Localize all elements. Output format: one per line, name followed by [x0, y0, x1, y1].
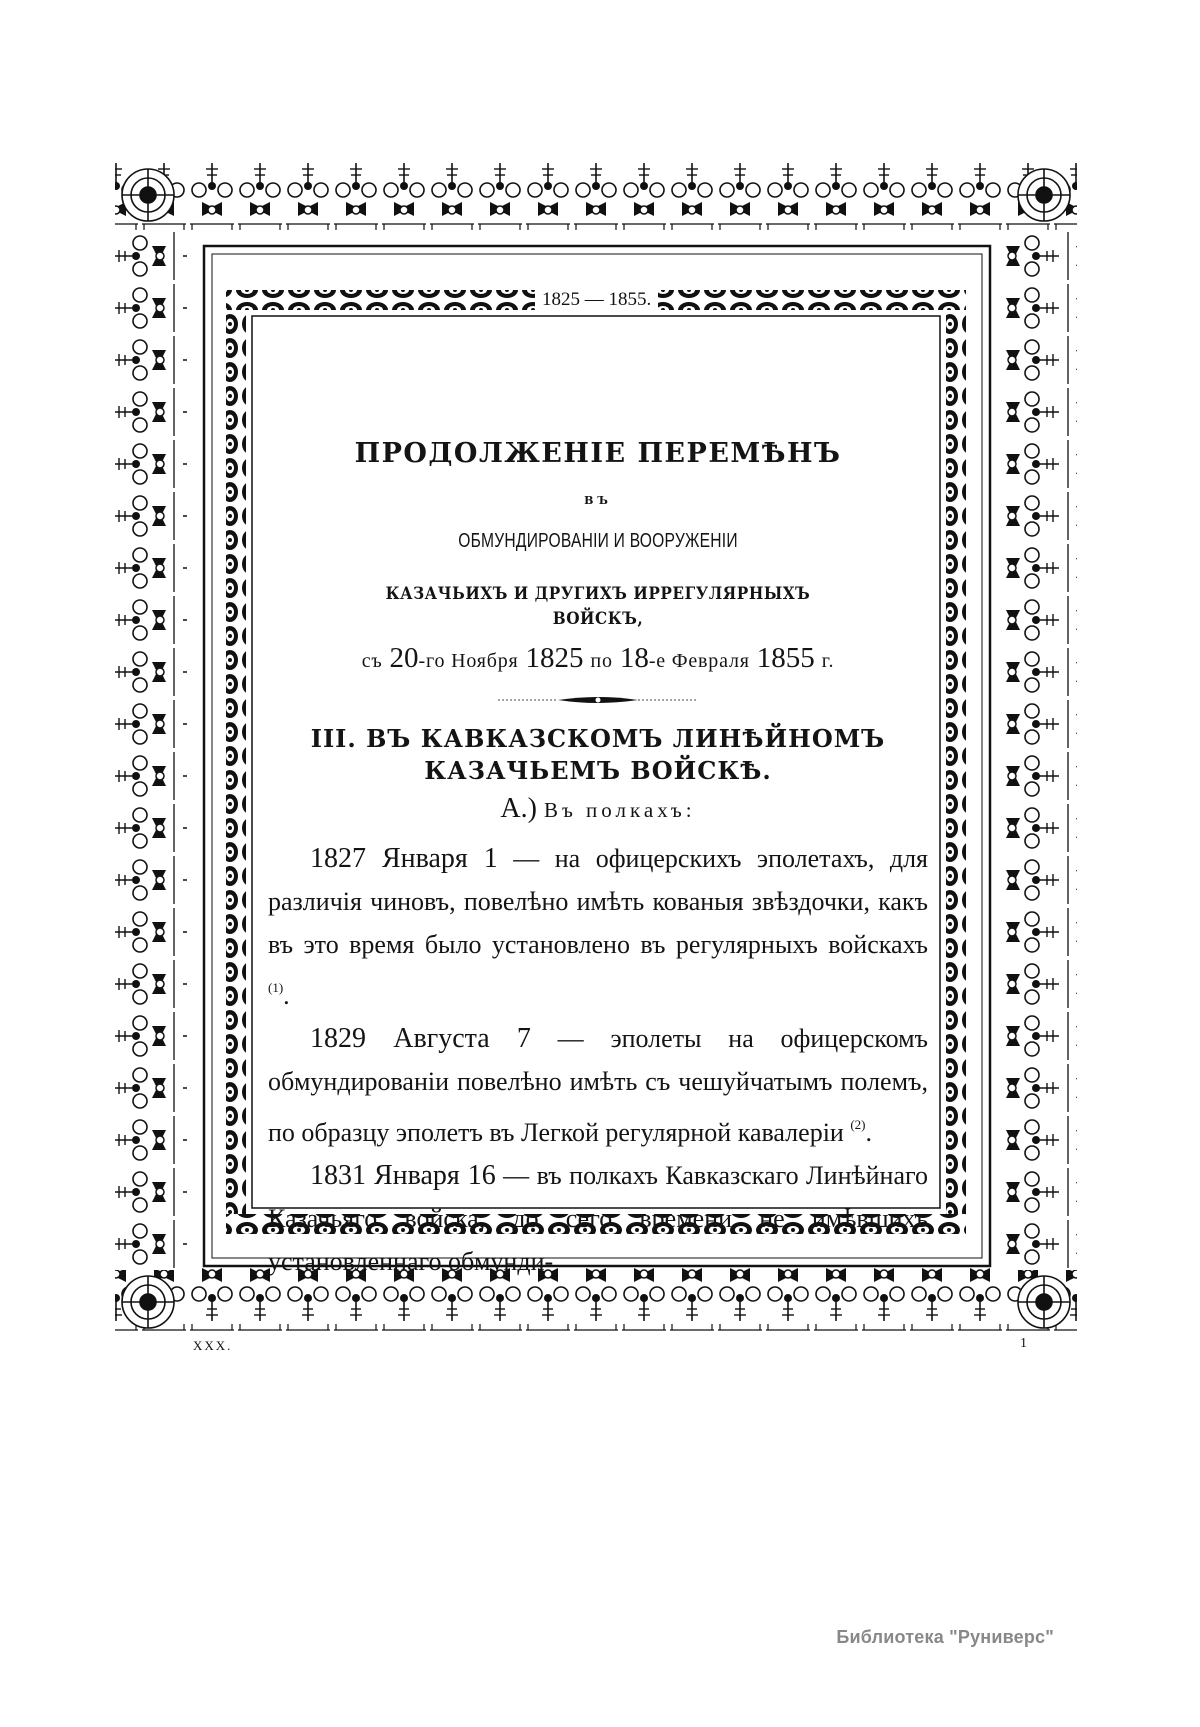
footnote-ref-1: (1) — [268, 980, 284, 996]
title-main: ПРОДОЛЖЕНІЕ ПЕРЕМѢНЪ — [354, 438, 842, 469]
running-head: 1825 — 1855. — [535, 289, 658, 311]
title-sub: ВЪ — [584, 494, 612, 507]
title-line-4: ВОЙСКЪ, — [552, 609, 644, 629]
signature-mark: XXX. — [193, 1338, 233, 1353]
paragraph-1829: 1829 Августа 7 — эполеты на офицерскомъ обмундированіи повелѣно имѣть съ чешуйчатымъ полемъ, по образцу эполетъ въ Легкой регулярной кавалеріи $^{(2)}$. — [268, 1023, 928, 1148]
footnote-ref-2: (2) — [850, 1117, 866, 1133]
paragraph-1827: 1827 Января 1 — на офицерскихъ эполетахъ, для различія чиновъ, повелѣно имѣть кованыя звѣздочки, какъ въ это время было установлено въ регулярныхъ войскахъ $^{(1)}$. — [268, 843, 928, 1011]
library-watermark: Библиотека "Руниверс" — [836, 1627, 1054, 1647]
title-line-2: ОБМУНДИРОВАНІИ И ВООРУЖЕНІИ — [458, 530, 738, 552]
section-heading: III. ВЪ КАВКАЗСКОМЪ ЛИНѢЙНОМЪ КАЗАЧЬЕМЪ ВОЙСКѢ. — [310, 724, 886, 786]
section-text — [268, 837, 928, 1283]
page-body — [268, 440, 928, 1283]
paragraph-1831: 1831 Января 16 — въ полкахъ Кавказскаго Линѣйнаго Казачьяго войска, до сего времени не имѣвшихъ установленнаго обмунди- — [268, 1160, 929, 1277]
title-dates: съ 20-го Ноября 1825 по 18-е Февраля 1855 г. — [361, 642, 835, 674]
title-line-3: КАЗАЧЬИХЪ И ДРУГИХЪ ИРРЕГУЛЯРНЫХЪ — [385, 584, 811, 604]
section-subheading: А.) Въ полкахъ: — [500, 792, 696, 824]
page-mark: 1 — [1020, 1336, 1027, 1351]
title-divider — [498, 693, 698, 707]
